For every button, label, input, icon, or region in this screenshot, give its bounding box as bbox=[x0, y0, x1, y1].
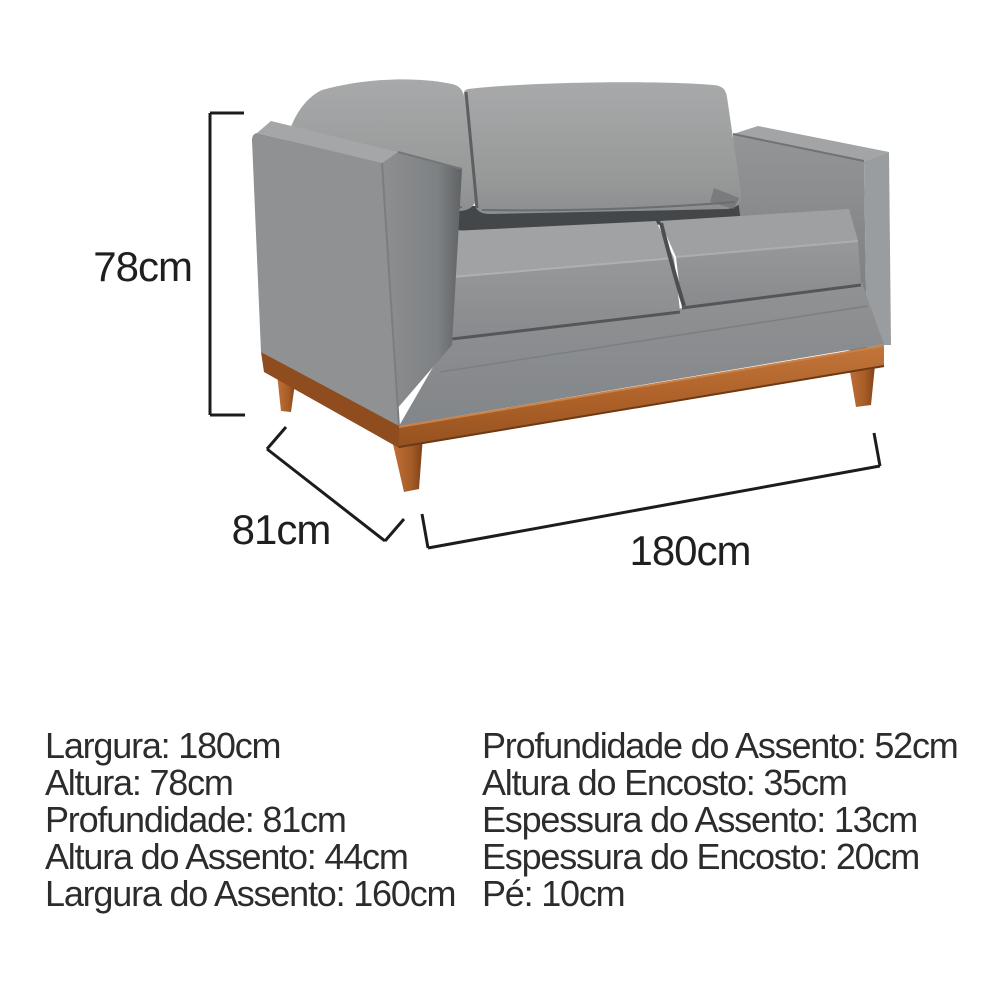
spec-largura-assento: Largura do Assento: 160cm bbox=[45, 873, 456, 914]
specs-left-column bbox=[45, 727, 455, 912]
left-arm-outer-face bbox=[252, 133, 399, 427]
spec-pe: Pé: 10cm bbox=[482, 873, 625, 914]
width-dimension-label: 180cm bbox=[629, 527, 751, 574]
spec-espessura-assento: Espessura do Assento: 13cm bbox=[482, 799, 918, 840]
width-left-cap bbox=[422, 514, 428, 548]
back-pillow-right bbox=[464, 82, 742, 214]
spec-altura-encosto: Altura do Encosto: 35cm bbox=[482, 762, 847, 803]
spec-profundidade: Profundidade: 81cm bbox=[45, 799, 346, 840]
spec-largura: Largura: 180cm bbox=[45, 725, 281, 766]
depth-dimension-label: 81cm bbox=[231, 506, 331, 553]
width-right-cap bbox=[874, 433, 880, 466]
spec-altura-assento: Altura do Assento: 44cm bbox=[45, 836, 408, 877]
height-dimension-label: 78cm bbox=[93, 243, 192, 290]
specs-right-column bbox=[482, 727, 958, 912]
depth-lower-cap bbox=[385, 519, 404, 541]
dimension-height bbox=[210, 113, 245, 415]
sofa-illustration bbox=[252, 79, 891, 492]
spec-profundidade-assento: Profundidade do Assento: 52cm bbox=[482, 725, 958, 766]
depth-upper-cap bbox=[267, 427, 286, 449]
spec-espessura-encosto: Espessura do Encosto: 20cm bbox=[482, 836, 920, 877]
spec-altura: Altura: 78cm bbox=[45, 762, 233, 803]
